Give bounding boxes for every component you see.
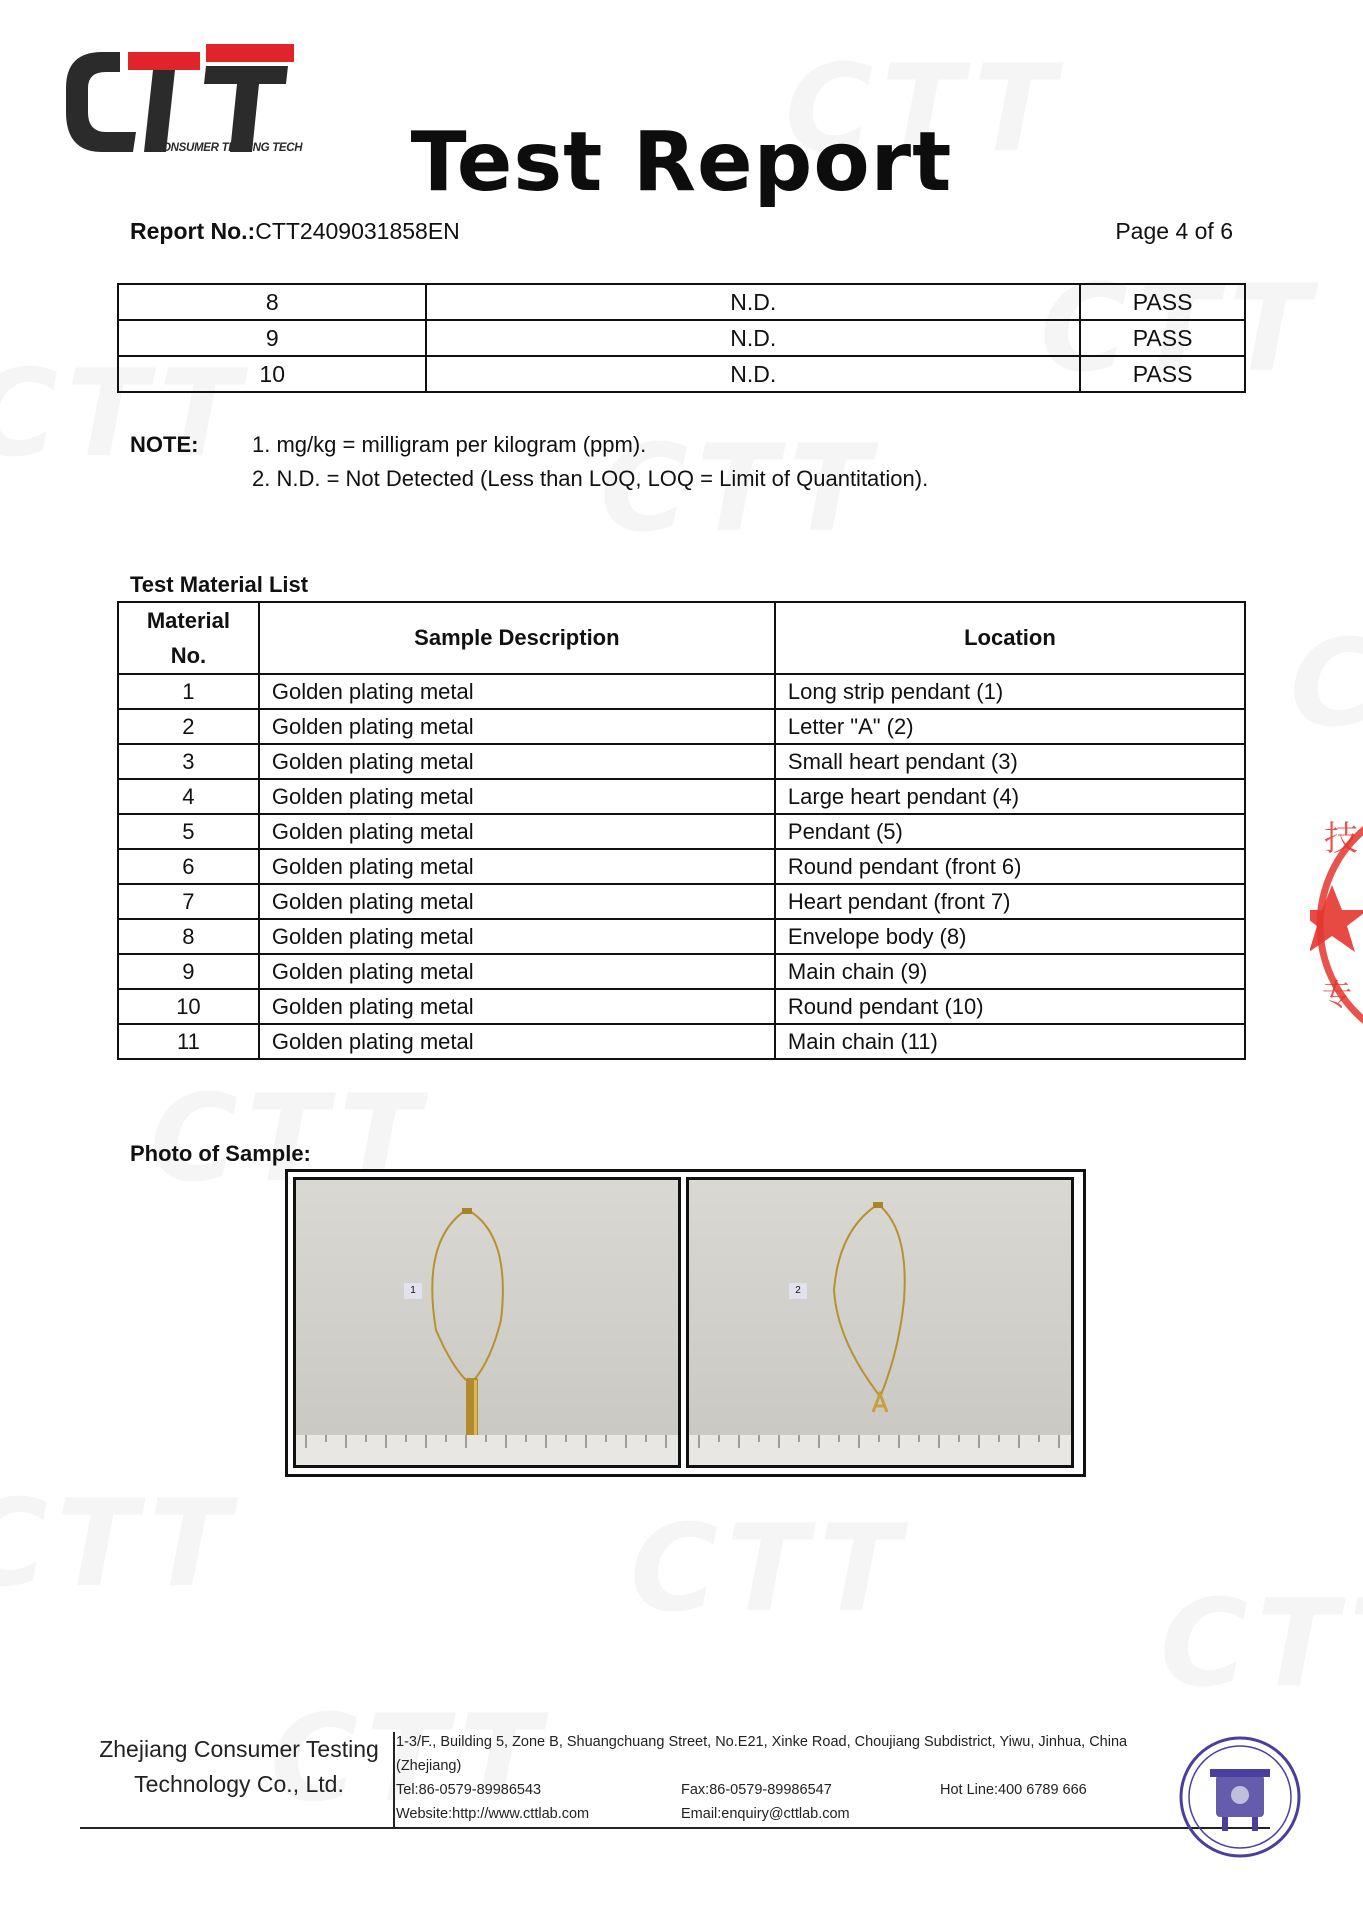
photo-section-title: Photo of Sample: <box>130 1141 311 1166</box>
page-number: Page 4 of 6 <box>1115 218 1233 244</box>
table-row <box>118 814 1245 849</box>
description-cell: Golden plating metal <box>259 744 775 779</box>
result-value-cell: N.D. <box>426 320 1080 356</box>
watermark <box>1290 615 1363 754</box>
header-material-no <box>118 602 259 674</box>
table-row <box>118 356 1245 392</box>
footer-tel: Tel:86-0579-89986543 <box>396 1782 542 1798</box>
description-cell: Golden plating metal <box>259 954 775 989</box>
address-line-1: 1-3/F., Building 5, Zone B, Shuangchuang Street, No.E21, Xinke Road, Choujiang Subdistrict, Yiwu, Jinhua, China <box>396 1734 1128 1750</box>
report-number-value: CTT2409031858EN <box>255 218 460 244</box>
watermark <box>0 1475 239 1614</box>
footer-website: Website:http://www.cttlab.com <box>396 1806 590 1822</box>
report-number-label: Report No.: <box>130 218 256 244</box>
company-name-line2: Technology Co., Ltd. <box>134 1771 344 1797</box>
table-row <box>118 709 1245 744</box>
location-cell: Main chain (11) <box>775 1024 1245 1059</box>
note-label: NOTE: <box>130 432 199 457</box>
material-no-cell: 7 <box>118 884 259 919</box>
description-cell: Golden plating metal <box>259 814 775 849</box>
table-row <box>118 884 1245 919</box>
company-name-line1: Zhejiang Consumer Testing <box>99 1736 379 1762</box>
red-seal-stamp <box>1310 790 1363 1060</box>
header-location: Location <box>775 602 1245 674</box>
sample-photo-1 <box>293 1177 681 1468</box>
description-cell: Golden plating metal <box>259 709 775 744</box>
table-row <box>118 919 1245 954</box>
results-table <box>117 283 1246 393</box>
material-no-cell: 5 <box>118 814 259 849</box>
location-cell: Large heart pendant (4) <box>775 779 1245 814</box>
material-no-cell: 10 <box>118 989 259 1024</box>
sample-label-2: 2 <box>789 1283 807 1299</box>
description-cell: Golden plating metal <box>259 1024 775 1059</box>
svg-text:专: 专 <box>1322 978 1352 1013</box>
location-cell: Long strip pendant (1) <box>775 674 1245 709</box>
description-cell: Golden plating metal <box>259 989 775 1024</box>
table-row <box>118 674 1245 709</box>
material-no-cell: 11 <box>118 1024 259 1059</box>
material-list-table <box>117 601 1246 1060</box>
conclusion-cell: PASS <box>1080 320 1245 356</box>
blue-seal-stamp <box>1178 1735 1302 1859</box>
header-material-no-line1: Material <box>146 608 230 633</box>
result-no-cell: 9 <box>118 320 426 356</box>
description-cell: Golden plating metal <box>259 919 775 954</box>
location-cell: Letter "A" (2) <box>775 709 1245 744</box>
location-cell: Main chain (9) <box>775 954 1245 989</box>
description-cell: Golden plating metal <box>259 674 775 709</box>
footer-rule <box>80 1827 1270 1829</box>
table-row <box>118 779 1245 814</box>
location-cell: Round pendant (10) <box>775 989 1245 1024</box>
table-row <box>118 1024 1245 1059</box>
description-cell: Golden plating metal <box>259 849 775 884</box>
table-row <box>118 744 1245 779</box>
logo-tagline: CONSUMER TESTING TECH <box>154 142 303 154</box>
table-row <box>118 954 1245 989</box>
location-cell: Heart pendant (front 7) <box>775 884 1245 919</box>
material-no-cell: 3 <box>118 744 259 779</box>
footer-email: Email:enquiry@cttlab.com <box>681 1806 850 1822</box>
sample-photo-2 <box>686 1177 1074 1468</box>
header-material-no-line2: No. <box>170 643 207 668</box>
table-row <box>118 849 1245 884</box>
material-no-cell: 6 <box>118 849 259 884</box>
conclusion-cell: PASS <box>1080 356 1245 392</box>
location-cell: Small heart pendant (3) <box>775 744 1245 779</box>
note-line-1: 1. mg/kg = milligram per kilogram (ppm). <box>252 432 647 457</box>
result-value-cell: N.D. <box>426 356 1080 392</box>
result-value-cell: N.D. <box>426 284 1080 320</box>
header-description: Sample Description <box>259 602 775 674</box>
material-list-title: Test Material List <box>130 572 309 597</box>
location-cell: Envelope body (8) <box>775 919 1245 954</box>
watermark <box>1160 1575 1363 1714</box>
location-cell: Pendant (5) <box>775 814 1245 849</box>
sample-label-1: 1 <box>404 1283 422 1299</box>
conclusion-cell: PASS <box>1080 284 1245 320</box>
sample-photo-frame <box>285 1169 1086 1477</box>
description-cell: Golden plating metal <box>259 884 775 919</box>
material-no-cell: 9 <box>118 954 259 989</box>
table-row <box>118 284 1245 320</box>
table-header-row <box>118 602 1245 674</box>
description-cell: Golden plating metal <box>259 779 775 814</box>
footer-hotline: Hot Line:400 6789 666 <box>940 1782 1087 1798</box>
result-no-cell: 10 <box>118 356 426 392</box>
address-line-2: (Zhejiang) <box>396 1758 462 1774</box>
note-line-2: 2. N.D. = Not Detected (Less than LOQ, LOQ = Limit of Quantitation). <box>252 466 929 491</box>
svg-text:技: 技 <box>1324 819 1358 859</box>
material-no-cell: 8 <box>118 919 259 954</box>
material-no-cell: 2 <box>118 709 259 744</box>
page-title: Test Report <box>410 115 953 210</box>
company-name <box>84 1732 394 1802</box>
location-cell: Round pendant (front 6) <box>775 849 1245 884</box>
watermark <box>630 1500 909 1639</box>
table-row <box>118 320 1245 356</box>
report-number <box>130 218 460 245</box>
footer-fax: Fax:86-0579-89986547 <box>681 1782 832 1798</box>
footer-divider <box>393 1732 395 1828</box>
material-no-cell: 1 <box>118 674 259 709</box>
table-row <box>118 989 1245 1024</box>
result-no-cell: 8 <box>118 284 426 320</box>
material-no-cell: 4 <box>118 779 259 814</box>
